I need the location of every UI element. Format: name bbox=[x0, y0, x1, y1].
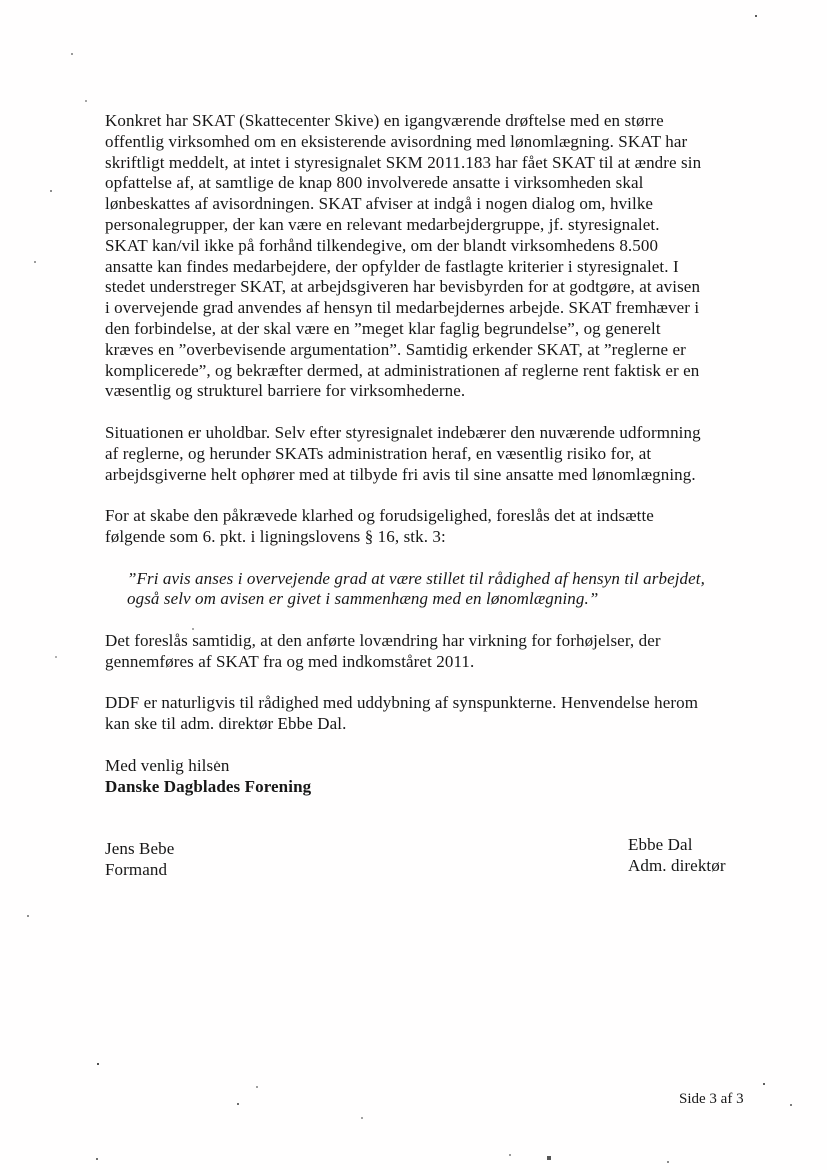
text-line: opfattelse af, at samtlige de knap 800 involverede ansatte i virksomheden skal bbox=[105, 173, 644, 193]
page-number: Side 3 af 3 bbox=[679, 1091, 744, 1107]
closing-organization: Danske Dagblades Forening bbox=[105, 776, 312, 796]
text-line: Konkret har SKAT (Skattecenter Skive) en igangværende drøftelse med en større bbox=[105, 111, 664, 130]
letter-body bbox=[105, 111, 770, 880]
text-line: SKAT kan/vil ikke på forhånd tilkendegive, om der blandt virksomhedens 8.500 bbox=[105, 235, 659, 255]
text-line: følgende som 6. pkt. i ligningslovens § 16, stk. 3: bbox=[105, 526, 446, 546]
text-line: kræves en ”overbevisende argumentation”. Samtidig erkender SKAT, at ”reglerne er bbox=[105, 339, 686, 359]
text-line: også selv om avisen er givet i sammenhæng med en lønomlægning.” bbox=[127, 589, 599, 609]
text-line: ”Fri avis anses i overvejende grad at være stillet til rådighed af hensyn til arbejdet, bbox=[127, 568, 705, 588]
signature-row bbox=[105, 834, 770, 881]
text-line: ansatte kan findes medarbejdere, der opfylder de fastlagte kriterier i styresignalet. I bbox=[105, 256, 679, 276]
paragraph-lovtekst-citat bbox=[127, 569, 770, 611]
text-line: Det foreslås samtidig, at den anførte lovændring har virkning for forhøjelser, der bbox=[105, 630, 661, 650]
text-line: stedet understreger SKAT, at arbejdsgiveren har bevisbyrden for at godtgøre, at avisen bbox=[105, 277, 701, 297]
text-line: gennemføres af SKAT fra og med indkomståret 2011. bbox=[105, 651, 475, 671]
paragraph-virkning bbox=[105, 631, 770, 673]
text-line: arbejdsgiverne helt ophører med at tilbyde fri avis til sine ansatte med lønomlægning. bbox=[105, 464, 696, 484]
text-line: komplicerede”, og bekræfter dermed, at administrationen af reglerne rent faktisk er en bbox=[105, 360, 700, 380]
text-line: væsentlig og strukturel barriere for virksomhederne. bbox=[105, 381, 466, 401]
signature-right bbox=[628, 835, 726, 877]
paragraph-situationen bbox=[105, 423, 770, 485]
text-line: skriftligt meddelt, at intet i styresignalet SKM 2011.183 har fået SKAT til at ændre sin bbox=[105, 152, 702, 172]
text-line: kan ske til adm. direktør Ebbe Dal. bbox=[105, 714, 347, 734]
text-line: i overvejende grad anvendes af hensyn til medarbejdernes arbejde. SKAT fremhæver i bbox=[105, 298, 700, 318]
scan-noise bbox=[0, 0, 2, 2]
closing bbox=[105, 756, 770, 798]
text-line: Situationen er uholdbar. Selv efter styresignalet indebærer den nuværende udformning bbox=[105, 422, 701, 442]
paragraph-kontakt bbox=[105, 693, 770, 735]
text-line: lønbeskattes af avisordningen. SKAT afviser at indgå i nogen dialog om, hvilke bbox=[105, 194, 654, 214]
text-line: offentlig virksomhed om en eksisterende avisordning med lønomlægning. SKAT har bbox=[105, 131, 688, 151]
text-line: personalegrupper, der kan være en relevant medarbejdergruppe, jf. styresignalet. bbox=[105, 214, 660, 234]
signatory-name: Jens Bebe bbox=[105, 838, 175, 858]
signatory-name: Ebbe Dal bbox=[628, 834, 693, 854]
text-line: den forbindelse, at der skal være en ”meget klar faglig begrundelse”, og generelt bbox=[105, 318, 661, 338]
text-line: af reglerne, og herunder SKATs administration heraf, en væsentlig risiko for, at bbox=[105, 443, 652, 463]
closing-salutation: Med venlig hilsen bbox=[105, 755, 230, 775]
signatory-title: Adm. direktør bbox=[628, 855, 726, 875]
paragraph-forslag-intro bbox=[105, 506, 770, 548]
text-line: DDF er naturligvis til rådighed med uddybning af synspunkterne. Henvendelse herom bbox=[105, 693, 699, 713]
signatory-title: Formand bbox=[105, 859, 168, 879]
paragraph-skat-droftelse bbox=[105, 111, 770, 402]
text-line: For at skabe den påkrævede klarhed og forudsigelighed, foreslås det at indsætte bbox=[105, 506, 654, 526]
